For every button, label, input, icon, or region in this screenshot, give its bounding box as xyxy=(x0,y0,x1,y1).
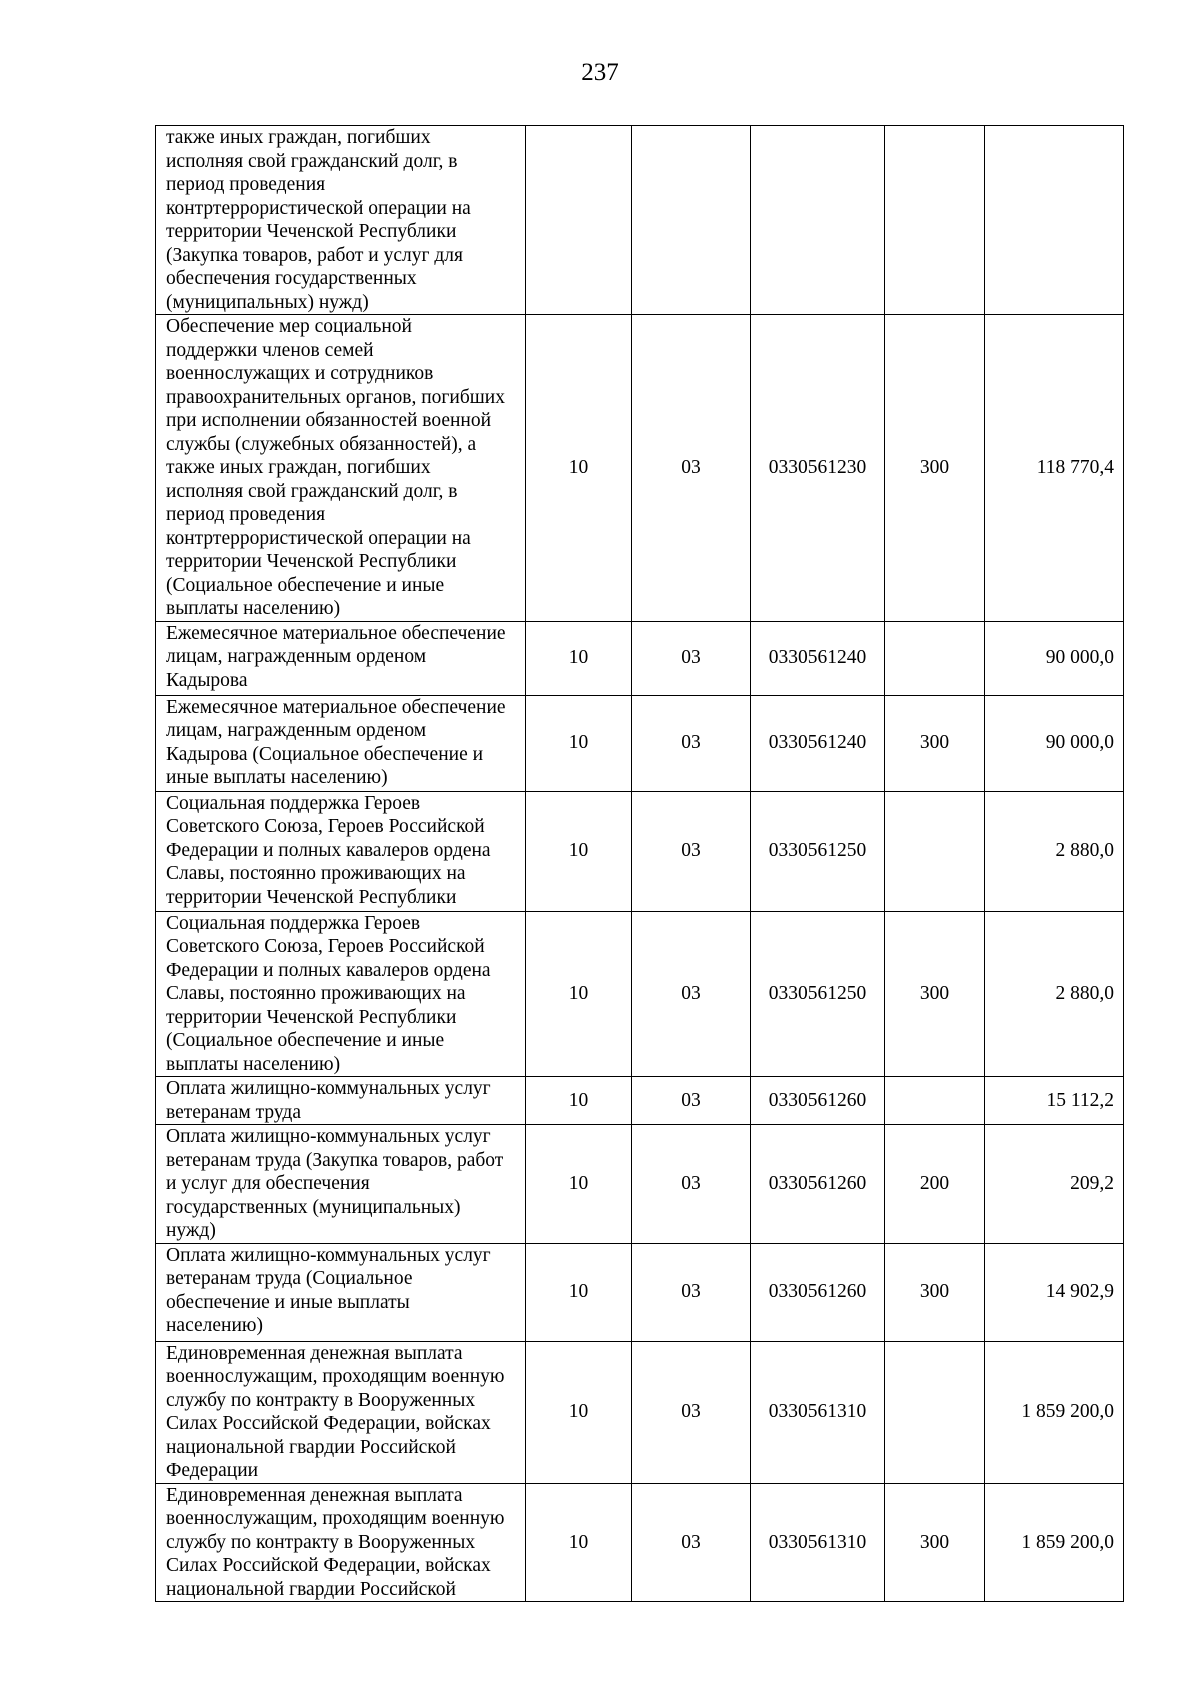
row-description: Оплата жилищно-коммунальных услуг ветеранам труда (Закупка товаров, работ и услуг для обеспечения государственных (муниципальных) нужд) xyxy=(156,1125,526,1244)
row-description: Ежемесячное материальное обеспечение лицам, награжденным орденом Кадырова (Социальное обеспечение и иные выплаты населению) xyxy=(156,695,526,791)
row-amount: 118 770,4 xyxy=(985,315,1124,622)
row-subsection: 03 xyxy=(632,1341,751,1483)
row-subsection: 03 xyxy=(632,1077,751,1125)
table-row xyxy=(156,791,1124,911)
row-expense-type: 200 xyxy=(885,1125,985,1244)
row-section: 10 xyxy=(526,1341,632,1483)
row-description: Оплата жилищно-коммунальных услуг ветеранам труда (Социальное обеспечение и иные выплаты населению) xyxy=(156,1243,526,1341)
row-section: 10 xyxy=(526,1077,632,1125)
row-description: Ежемесячное материальное обеспечение лицам, награжденным орденом Кадырова xyxy=(156,621,526,695)
row-amount: 2 880,0 xyxy=(985,791,1124,911)
page-number: 237 xyxy=(581,59,619,86)
row-section: 10 xyxy=(526,621,632,695)
budget-table xyxy=(155,125,1124,1602)
row-subsection: 03 xyxy=(632,695,751,791)
row-target-code: 0330561230 xyxy=(751,315,885,622)
row-section xyxy=(526,126,632,315)
row-expense-type: 300 xyxy=(885,1243,985,1341)
row-section: 10 xyxy=(526,315,632,622)
row-section: 10 xyxy=(526,1243,632,1341)
table-row xyxy=(156,1243,1124,1341)
row-amount: 15 112,2 xyxy=(985,1077,1124,1125)
row-section: 10 xyxy=(526,911,632,1077)
table-row xyxy=(156,695,1124,791)
row-subsection: 03 xyxy=(632,1125,751,1244)
row-subsection: 03 xyxy=(632,621,751,695)
table-row xyxy=(156,621,1124,695)
row-expense-type xyxy=(885,791,985,911)
row-description: Единовременная денежная выплата военнослужащим, проходящим военную службу по контракту в Вооруженных Силах Российской Федерации, войсках национальной гвардии Российской xyxy=(156,1483,526,1602)
row-target-code: 0330561260 xyxy=(751,1125,885,1244)
table-row xyxy=(156,1341,1124,1483)
row-subsection: 03 xyxy=(632,911,751,1077)
row-target-code xyxy=(751,126,885,315)
row-amount: 209,2 xyxy=(985,1125,1124,1244)
row-subsection xyxy=(632,126,751,315)
row-target-code: 0330561260 xyxy=(751,1077,885,1125)
row-amount: 14 902,9 xyxy=(985,1243,1124,1341)
row-description: также иных граждан, погибших исполняя свой гражданский долг, в период проведения контртеррористической операции на территории Чеченской Республики (Закупка товаров, работ и услуг для обеспечения государственных (муниципальных) нужд) xyxy=(156,126,526,315)
row-target-code: 0330561310 xyxy=(751,1341,885,1483)
row-target-code: 0330561240 xyxy=(751,621,885,695)
row-expense-type: 300 xyxy=(885,315,985,622)
row-subsection: 03 xyxy=(632,791,751,911)
row-section: 10 xyxy=(526,791,632,911)
row-description: Социальная поддержка Героев Советского Союза, Героев Российской Федерации и полных кавалеров ордена Славы, постоянно проживающих на территории Чеченской Республики (Социальное обеспечение и иные выплаты населению) xyxy=(156,911,526,1077)
table-row xyxy=(156,126,1124,315)
row-expense-type: 300 xyxy=(885,1483,985,1602)
row-description: Оплата жилищно-коммунальных услуг ветеранам труда xyxy=(156,1077,526,1125)
row-subsection: 03 xyxy=(632,1483,751,1602)
row-subsection: 03 xyxy=(632,315,751,622)
row-expense-type xyxy=(885,126,985,315)
row-description: Единовременная денежная выплата военнослужащим, проходящим военную службу по контракту в Вооруженных Силах Российской Федерации, войсках национальной гвардии Российской Федерации xyxy=(156,1341,526,1483)
row-target-code: 0330561250 xyxy=(751,791,885,911)
row-target-code: 0330561240 xyxy=(751,695,885,791)
table-row xyxy=(156,1483,1124,1602)
table-row xyxy=(156,315,1124,622)
row-amount: 90 000,0 xyxy=(985,695,1124,791)
row-amount xyxy=(985,126,1124,315)
row-section: 10 xyxy=(526,695,632,791)
row-expense-type: 300 xyxy=(885,695,985,791)
row-subsection: 03 xyxy=(632,1243,751,1341)
row-amount: 90 000,0 xyxy=(985,621,1124,695)
row-amount: 2 880,0 xyxy=(985,911,1124,1077)
row-target-code: 0330561310 xyxy=(751,1483,885,1602)
table-row xyxy=(156,911,1124,1077)
row-target-code: 0330561250 xyxy=(751,911,885,1077)
row-target-code: 0330561260 xyxy=(751,1243,885,1341)
table-row xyxy=(156,1077,1124,1125)
row-description: Социальная поддержка Героев Советского Союза, Героев Российской Федерации и полных кавалеров ордена Славы, постоянно проживающих на территории Чеченской Республики xyxy=(156,791,526,911)
row-description: Обеспечение мер социальной поддержки членов семей военнослужащих и сотрудников правоохранительных органов, погибших при исполнении обязанностей военной службы (служебных обязанностей), а также иных граждан, погибших исполняя свой гражданский долг, в период проведения контртеррористической операции на территории Чеченской Республики (Социальное обеспечение и иные выплаты населению) xyxy=(156,315,526,622)
row-expense-type: 300 xyxy=(885,911,985,1077)
row-amount: 1 859 200,0 xyxy=(985,1483,1124,1602)
row-expense-type xyxy=(885,1341,985,1483)
row-section: 10 xyxy=(526,1125,632,1244)
row-expense-type xyxy=(885,621,985,695)
table-row xyxy=(156,1125,1124,1244)
row-amount: 1 859 200,0 xyxy=(985,1341,1124,1483)
row-section: 10 xyxy=(526,1483,632,1602)
row-expense-type xyxy=(885,1077,985,1125)
